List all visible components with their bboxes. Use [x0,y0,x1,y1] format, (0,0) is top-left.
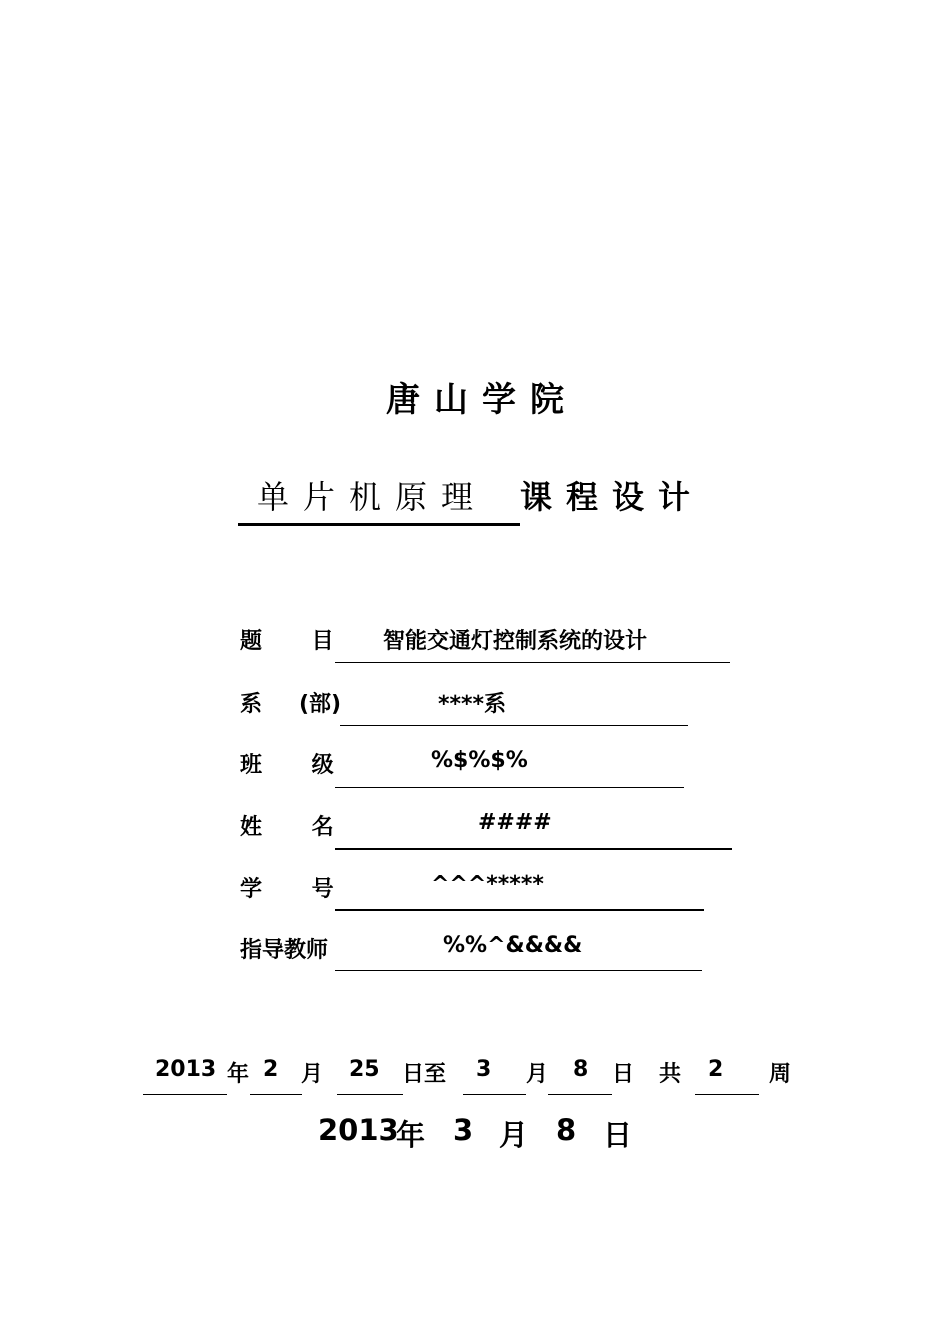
topic-value: 智能交通灯控制系统的设计 [383,629,648,654]
student-id-underline [335,909,704,911]
end-month-char: 月 [526,1062,549,1087]
name-value: #### [478,810,552,835]
footer-month-char: 月 [499,1118,529,1152]
week-char: 周 [769,1062,792,1087]
department-label-right: (部) [299,692,342,717]
department-underline [340,725,688,726]
advisor-value: %%^&&&& [443,933,583,958]
start-year-char: 年 [227,1062,250,1087]
topic-label: 题 目 [240,629,334,654]
end-day-char: 日 [612,1062,635,1087]
total-char: 共 [659,1062,682,1087]
footer-month: 3 [453,1113,474,1147]
weeks-underline [695,1094,759,1095]
course-name-underline [238,523,520,526]
name-underline [335,848,732,850]
footer-year-char: 年 [396,1118,426,1152]
weeks-value: 2 [708,1057,724,1082]
start-month-underline [250,1094,302,1095]
footer-day-char: 日 [603,1118,633,1152]
start-day-underline [337,1094,403,1095]
department-label-left: 系 [240,692,263,717]
start-year: 2013 [155,1057,217,1082]
advisor-label: 指导教师 [240,938,329,963]
class-underline [335,787,684,788]
start-day: 25 [349,1057,380,1082]
end-day-underline [548,1094,612,1095]
start-month: 2 [263,1057,279,1082]
footer-day: 8 [556,1113,577,1147]
class-label: 班 级 [240,753,334,778]
school-name: 唐山学院 [386,380,578,420]
start-year-underline [143,1094,227,1095]
start-month-char: 月 [301,1062,324,1087]
department-value: ****系 [438,692,507,717]
topic-underline [335,662,730,663]
course-name: 单片机原理 [257,478,488,516]
end-month-underline [463,1094,526,1095]
advisor-underline [335,970,702,971]
end-month: 3 [476,1057,492,1082]
course-suffix: 课程设计 [520,478,705,516]
student-id-value: ^^^***** [431,872,544,897]
day-to: 日至 [402,1062,447,1087]
student-id-label: 学 号 [240,877,334,902]
footer-year: 2013 [318,1113,399,1147]
end-day: 8 [573,1057,589,1082]
name-label: 姓 名 [240,815,334,840]
class-value: %$%$% [431,748,528,773]
